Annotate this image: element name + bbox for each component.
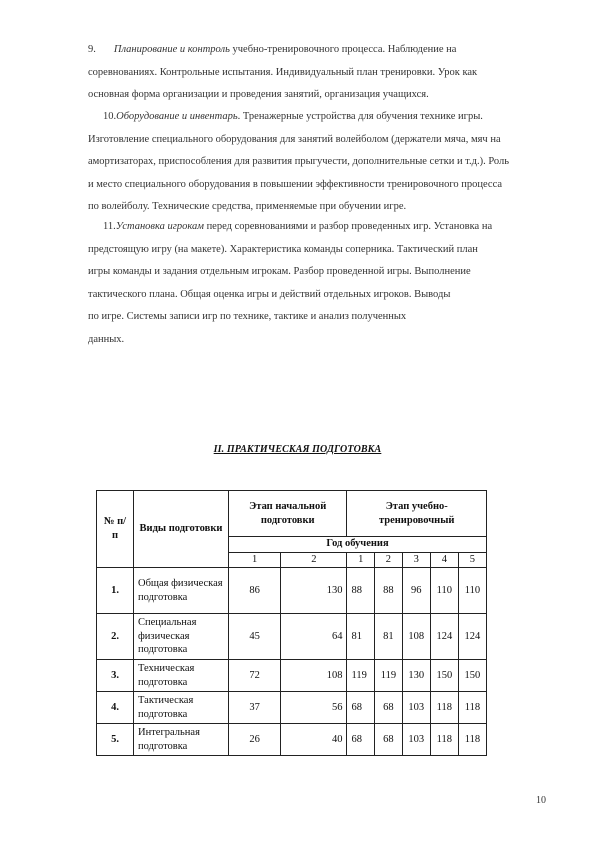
header-stage-training: Этап учебно-тренировочный bbox=[347, 491, 487, 537]
row-number: 1. bbox=[97, 568, 134, 614]
paragraph-11-number: 11. bbox=[103, 221, 116, 232]
section-title: II. ПРАКТИЧЕСКАЯ ПОДГОТОВКА bbox=[213, 444, 382, 455]
row-type: Интегральная подготовка bbox=[134, 724, 229, 756]
paragraph-11-text: перед соревнованиями и разбор проведенных игр. Установка на bbox=[203, 221, 493, 232]
row-type: Тактическая подготовка bbox=[134, 692, 229, 724]
row-value: 124 bbox=[458, 614, 486, 660]
table-row bbox=[97, 568, 487, 614]
table-row bbox=[97, 660, 487, 692]
paragraph-10 bbox=[88, 106, 548, 219]
header-stage-initial: Этап начальной подготовки bbox=[229, 491, 347, 537]
year-cell: 4 bbox=[430, 552, 458, 567]
year-cell: 2 bbox=[375, 552, 403, 567]
paragraph-11-label: Установка игрокам bbox=[115, 221, 204, 232]
year-cell: 3 bbox=[402, 552, 430, 567]
table-row bbox=[97, 692, 487, 724]
paragraph-10-line-4: и место специального оборудования в повышении эффективности тренировочного процесса bbox=[88, 178, 503, 190]
paragraph-11-line-6: данных. bbox=[88, 333, 125, 345]
row-number: 5. bbox=[97, 724, 134, 756]
row-value: 88 bbox=[375, 568, 403, 614]
row-value: 68 bbox=[375, 692, 403, 724]
table-row bbox=[97, 614, 487, 660]
row-value: 150 bbox=[430, 660, 458, 692]
row-value: 110 bbox=[458, 568, 486, 614]
row-value: 118 bbox=[430, 724, 458, 756]
paragraph-9-text: учебно-тренировочного процесса. Наблюдение на bbox=[229, 44, 457, 55]
paragraph-9-line-3: основная форма организации и проведения занятий, организация учащихся. bbox=[88, 89, 429, 100]
row-value: 130 bbox=[402, 660, 430, 692]
row-value: 130 bbox=[281, 568, 347, 614]
header-number: № п/п bbox=[97, 491, 134, 568]
row-value: 86 bbox=[229, 568, 281, 614]
row-value: 56 bbox=[281, 692, 347, 724]
row-type: Общая физическая подготовка bbox=[134, 568, 229, 614]
paragraph-11-line-5: по игре. Системы записи игр по технике, тактике и анализ полученных bbox=[88, 311, 407, 322]
paragraph-10-line-3: амортизаторах, приспособления для развития прыгучести, дополнительные сетки и т.д.). Роль bbox=[88, 156, 510, 167]
row-value: 68 bbox=[375, 724, 403, 756]
row-value: 64 bbox=[281, 614, 347, 660]
row-value: 26 bbox=[229, 724, 281, 756]
row-number: 2. bbox=[97, 614, 134, 660]
table-header-row-1 bbox=[97, 491, 487, 537]
table-row bbox=[97, 724, 487, 756]
paragraph-11 bbox=[88, 216, 548, 351]
year-cell: 1 bbox=[347, 552, 375, 567]
row-value: 45 bbox=[229, 614, 281, 660]
paragraph-9-line-2: соревнованиях. Контрольные испытания. Индивидуальный план тренировки. Урок как bbox=[88, 66, 478, 78]
row-value: 72 bbox=[229, 660, 281, 692]
paragraph-11-line-1 bbox=[88, 216, 548, 239]
row-value: 110 bbox=[430, 568, 458, 614]
row-value: 119 bbox=[347, 660, 375, 692]
row-value: 81 bbox=[347, 614, 375, 660]
row-value: 118 bbox=[458, 692, 486, 724]
year-cell: 5 bbox=[458, 552, 486, 567]
training-hours-table bbox=[96, 490, 487, 756]
header-type: Виды подготовки bbox=[134, 491, 229, 568]
paragraph-11-line-3: игры команды и задания отдельным игрокам. Разбор проведенной игры. Выполнение bbox=[88, 266, 471, 277]
paragraph-11-line-4: тактического плана. Общая оценка игры и действий отдельных игроков. Выводы bbox=[88, 288, 451, 300]
paragraph-9-label: Планирование и контроль bbox=[113, 44, 230, 55]
paragraph-9 bbox=[88, 39, 548, 107]
row-value: 68 bbox=[347, 692, 375, 724]
paragraph-10-line-2: Изготовление специального оборудования для занятий волейболом (держатели мяча, мяч на bbox=[88, 133, 501, 145]
row-type: Специальная физическая подготовка bbox=[134, 614, 229, 660]
paragraph-10-number: 10. bbox=[103, 111, 117, 122]
page-number: 10 bbox=[536, 795, 546, 806]
row-value: 118 bbox=[430, 692, 458, 724]
row-value: 81 bbox=[375, 614, 403, 660]
row-value: 119 bbox=[375, 660, 403, 692]
row-value: 118 bbox=[458, 724, 486, 756]
row-value: 124 bbox=[430, 614, 458, 660]
row-value: 103 bbox=[402, 724, 430, 756]
year-cell: 1 bbox=[229, 552, 281, 567]
paragraph-10-label: Оборудование и инвентарь bbox=[116, 111, 238, 122]
row-value: 68 bbox=[347, 724, 375, 756]
paragraph-10-line-1 bbox=[88, 106, 548, 129]
paragraph-9-line-1 bbox=[88, 39, 548, 62]
paragraph-9-number: 9. bbox=[88, 44, 96, 55]
row-value: 103 bbox=[402, 692, 430, 724]
header-year: Год обучения bbox=[229, 537, 487, 552]
row-value: 108 bbox=[281, 660, 347, 692]
row-value: 40 bbox=[281, 724, 347, 756]
row-number: 3. bbox=[97, 660, 134, 692]
paragraph-10-line-5: по волейболу. Технические средства, применяемые при обучении игре. bbox=[88, 201, 407, 212]
row-value: 150 bbox=[458, 660, 486, 692]
year-cell: 2 bbox=[281, 552, 347, 567]
paragraph-10-text: . Тренажерные устройства для обучения технике игры. bbox=[237, 111, 483, 122]
row-value: 96 bbox=[402, 568, 430, 614]
row-number: 4. bbox=[97, 692, 134, 724]
row-type: Техническая подготовка bbox=[134, 660, 229, 692]
row-value: 88 bbox=[347, 568, 375, 614]
row-value: 37 bbox=[229, 692, 281, 724]
row-value: 108 bbox=[402, 614, 430, 660]
paragraph-11-line-2: предстоящую игру (на макете). Характеристика команды соперника. Тактический план bbox=[88, 243, 478, 255]
